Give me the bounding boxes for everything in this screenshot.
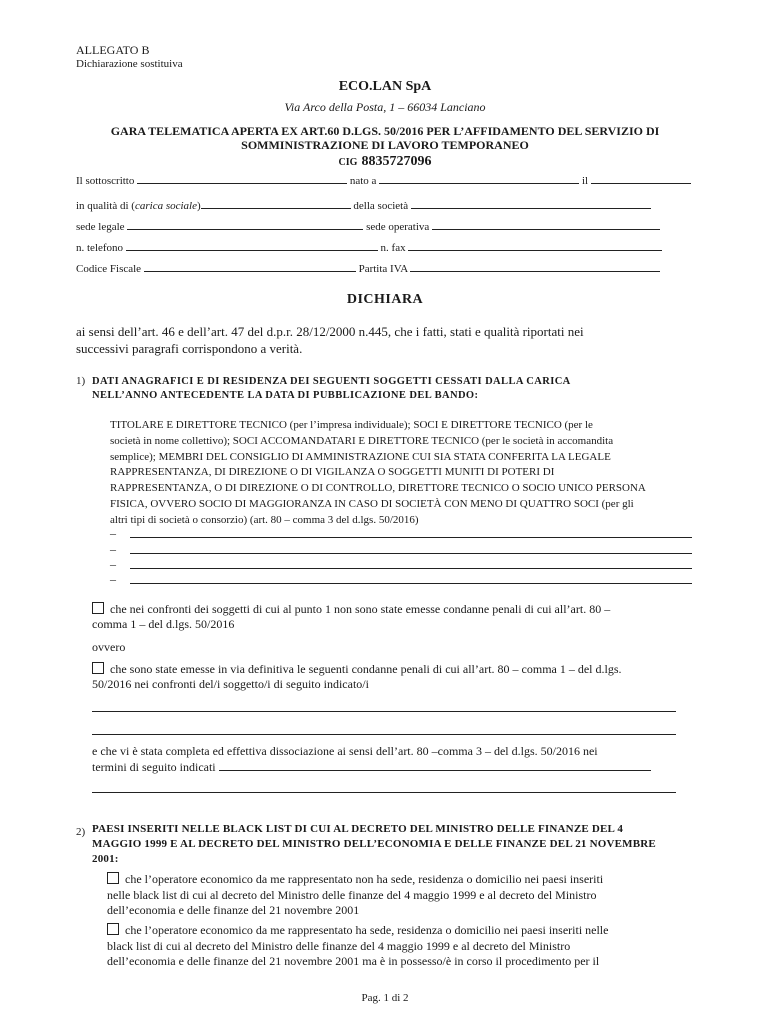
dissociazione-field-line[interactable] [92, 792, 676, 793]
dichiara-line-2: successivi paragrafi corrispondono a verità. [76, 340, 303, 356]
section2-option1-checkbox[interactable] [107, 872, 119, 884]
dichiara-text [76, 324, 696, 357]
section1-heading [92, 375, 571, 403]
qualita-prefix: in qualità di ( [76, 200, 135, 212]
cessato-field[interactable] [130, 583, 692, 584]
section2-option2-line: black list di cui al decreto del Ministro delle finanze del 4 maggio 1999 e al decreto del Ministro [107, 938, 571, 953]
option1-checkbox[interactable] [92, 602, 104, 614]
section2-option1-line: dell’economia e delle finanze del 21 novembre 2001 [107, 903, 360, 917]
data-nascita-field[interactable] [591, 172, 691, 184]
gara-title-line2: SOMMINISTRAZIONE DI LAVORO TEMPORANEO [241, 138, 529, 152]
section2-option1 [107, 872, 603, 919]
cessato-field[interactable] [130, 568, 692, 569]
option2-text-line1: che sono state emesse in via definitiva le seguenti condanne penali di cui all’art. 80 – comma 1 – del d.lgs. [110, 662, 622, 676]
dissociazione-text [92, 744, 651, 775]
sede-operativa-label: sede operativa [366, 221, 430, 233]
cessato-row[interactable] [110, 559, 692, 573]
qualita-suffix: ) [196, 200, 201, 212]
il-label: il [581, 175, 589, 187]
dichiara-line-1: ai sensi dell’art. 46 e dell’art. 47 del d.p.r. 28/12/2000 n.445, che i fatti, stati e qualità riportati nei [76, 324, 584, 339]
sede-operativa-field[interactable] [432, 218, 660, 230]
section1-para-line: altri tipi di società o consorzio) (art. 80 – comma 3 del d.lgs. 50/2016) [110, 513, 419, 526]
section1-para-line: FISICA, OVVERO SOCIO DI MAGGIORANZA IN CASO DI SOCIETÀ CON MENO DI QUATTRO SOCI (per gli [110, 497, 634, 510]
dash-bullet: – [110, 557, 116, 571]
section1-para-line: semplice); MEMBRI DEL CONSIGLIO DI AMMINISTRAZIONE CUI SIA STATA CONFERITA LA LEGALE [110, 450, 611, 463]
section1-paragraph [110, 418, 696, 529]
form-row-sedi [76, 218, 660, 233]
sede-legale-label: sede legale [76, 221, 125, 233]
section2-number: 2) [76, 826, 86, 838]
section1-option2 [92, 662, 622, 692]
section1-para-line: TITOLARE E DIRETTORE TECNICO (per l’impresa individuale); SOCI E DIRETTORE TECNICO (per le [110, 419, 593, 431]
codice-fiscale-field[interactable] [144, 260, 356, 272]
page-number: Pag. 1 di 2 [361, 992, 409, 1004]
partita-iva-field[interactable] [410, 260, 660, 272]
fax-label: n. fax [380, 242, 406, 254]
cig-line [0, 152, 770, 170]
section2-option1-line: che l’operatore economico da me rappresentato non ha sede, residenza o domicilio nei paesi inseriti [125, 872, 604, 886]
section2-option2-line: che l’operatore economico da me rappresentato ha sede, residenza o domicilio nei paesi inseriti nelle [125, 923, 609, 937]
sottoscritto-field[interactable] [137, 172, 347, 184]
section2-heading [92, 822, 656, 867]
section2-option2-line: dell’economia e delle finanze del 21 novembre 2001 ma è in possesso/è in corso il procedimento per il [107, 954, 600, 968]
section1-option1 [92, 602, 610, 632]
nato-a-label: nato a [349, 175, 377, 187]
section2-option2-checkbox[interactable] [107, 923, 119, 935]
dissociazione-line1: e che vi è stata completa ed effettiva dissociazione ai sensi dell’art. 80 –comma 3 – del d.lgs. 50/2016 nei [92, 744, 598, 758]
telefono-label: n. telefono [76, 242, 124, 254]
section1-para-line: RAPPRESENTANZA, O DI DIREZIONE O DI CONTROLLO, DIRETTORE TECNICO O SOCIO UNICO PERSONA [110, 482, 646, 495]
section2-heading-line2: MAGGIO 1999 E AL DECRETO DEL MINISTRO DELL’ECONOMIA E DELLE FINANZE DEL 21 NOVEMBRE [92, 838, 656, 850]
cessato-field[interactable] [130, 537, 692, 538]
sede-legale-field[interactable] [127, 218, 363, 230]
document-subtitle: Dichiarazione sostituiva [76, 58, 183, 70]
section2-heading-line1: PAESI INSERITI NELLE BLACK LIST DI CUI AL DECRETO DEL MINISTRO DELLE FINANZE DEL 4 [92, 823, 624, 835]
condanne-field-line[interactable] [92, 734, 676, 735]
form-row-sottoscritto [76, 172, 691, 187]
condanne-field-line[interactable] [92, 711, 676, 712]
section2-option2 [107, 923, 608, 970]
section1-heading-line1: DATI ANAGRAFICI E DI RESIDENZA DEI SEGUENTI SOGGETTI CESSATI DALLA CARICA [92, 376, 571, 387]
form-row-qualita [76, 197, 651, 212]
dissociazione-field[interactable] [219, 759, 651, 771]
sottoscritto-label: Il sottoscritto [76, 175, 135, 187]
option1-text-line2: comma 1 – del d.lgs. 50/2016 [92, 617, 235, 631]
ovvero-label: ovvero [92, 640, 126, 654]
form-row-fiscali [76, 260, 660, 275]
section2-option1-line: nelle black list di cui al decreto del Ministro delle finanze del 4 maggio 1999 e al decreto del Ministro [107, 887, 597, 902]
dash-bullet: – [110, 526, 116, 540]
section1-para-line: società in nome collettivo); SOCI ACCOMANDATARI E DIRETTORE TECNICO (per le società in accomandita [110, 434, 614, 447]
cig-label: CIG [338, 157, 358, 168]
nato-a-field[interactable] [379, 172, 579, 184]
section1-number: 1) [76, 375, 86, 387]
qualita-italic: carica sociale [134, 200, 197, 212]
societa-field[interactable] [411, 197, 651, 209]
codice-fiscale-label: Codice Fiscale [76, 263, 142, 275]
company-name: ECO.LAN SpA [338, 79, 432, 94]
option2-checkbox[interactable] [92, 662, 104, 674]
cig-value: 8835727096 [361, 154, 432, 169]
cessato-row[interactable] [110, 528, 692, 542]
gara-title-line1: GARA TELEMATICA APERTA EX ART.60 D.LGS. 50/2016 PER L’AFFIDAMENTO DEL SERVIZIO DI [110, 124, 660, 138]
societa-label: della società [353, 200, 409, 212]
cessato-row[interactable] [110, 574, 692, 588]
dash-bullet: – [110, 542, 116, 556]
fax-field[interactable] [408, 239, 662, 251]
option2-text-line2: 50/2016 nei confronti del/i soggetto/i di seguito indicato/i [92, 677, 369, 691]
form-row-contatti [76, 239, 662, 254]
dichiara-title: DICHIARA [346, 292, 424, 307]
qualita-field[interactable] [201, 197, 351, 209]
section1-para-line: RAPPRESENTANZA, DI DIREZIONE O DI VIGILANZA O SOGGETTI MUNITI DI POTERI DI [110, 466, 555, 479]
cessato-field[interactable] [130, 553, 692, 554]
cessato-row[interactable] [110, 544, 692, 558]
dash-bullet: – [110, 572, 116, 586]
option1-text-line1: che nei confronti dei soggetti di cui al punto 1 non sono state emesse condanne penali di cui all’art. 80 – [110, 602, 611, 616]
section2-heading-line3: 2001: [92, 853, 119, 865]
dissociazione-line2: termini di seguito indicati [92, 760, 216, 774]
section1-heading-line2: NELL’ANNO ANTECEDENTE LA DATA DI PUBBLICAZIONE DEL BANDO: [92, 390, 479, 401]
telefono-field[interactable] [126, 239, 378, 251]
company-address: Via Arco della Posta, 1 – 66034 Lanciano [284, 100, 486, 114]
allegato-label: ALLEGATO B [76, 43, 150, 57]
partita-iva-label: Partita IVA [358, 263, 408, 275]
